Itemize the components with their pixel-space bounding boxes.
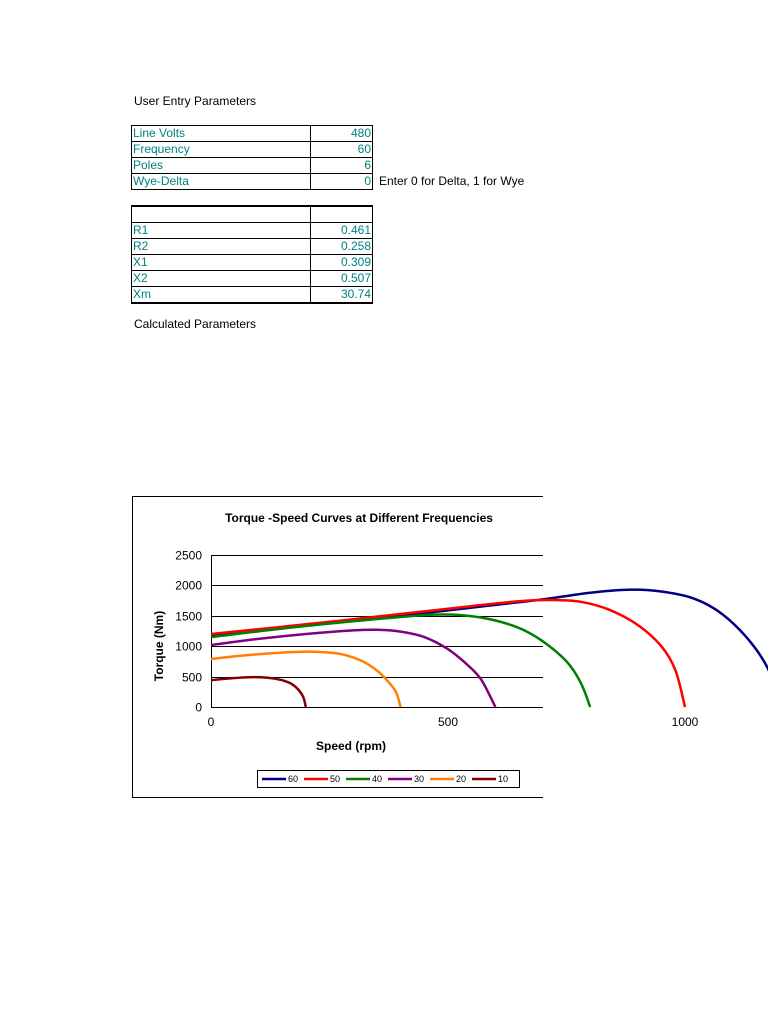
table-row [132,126,373,142]
chart-object[interactable] [132,496,699,799]
param-value[interactable]: 0.507 [311,271,373,287]
table-header-row [132,206,373,223]
x-axis-label: Speed (rpm) [315,739,387,753]
param-value[interactable]: 30.74 [311,287,373,304]
param-value[interactable]: 6 [311,158,373,174]
table-row [132,255,373,271]
wye-delta-note: Enter 0 for Delta, 1 for Wye [379,174,525,188]
y-tick-label: 1000 [175,639,202,654]
param-name[interactable]: X2 [132,271,311,287]
table-row [132,271,373,287]
legend-label: 60 [288,774,299,784]
param-value[interactable]: 480 [311,126,373,142]
entry-params-table [131,125,373,190]
param-name[interactable]: Wye-Delta [132,174,311,190]
x-tick-label: 1000 [671,715,699,729]
param-name[interactable]: Poles [132,158,311,174]
param-name[interactable]: Line Volts [132,126,311,142]
motor-params-table [131,205,373,304]
table-row [132,239,373,255]
y-tick-label: 2500 [175,548,202,563]
torque-speed-chart [132,496,699,799]
chart-title: Torque -Speed Curves at Different Frequencies [225,511,493,525]
y-tick-label: 1500 [175,609,202,624]
table-row [132,287,373,304]
param-name[interactable]: R1 [132,223,311,239]
calc-heading: Calculated Parameters [134,317,257,331]
y-axis-label: Torque (Nm) [152,610,166,682]
param-name[interactable]: Xm [132,287,311,304]
entry-heading: User Entry Parameters [134,94,257,108]
x-tick-label: 500 [437,715,459,729]
param-name[interactable]: X1 [132,255,311,271]
y-tick-label: 500 [181,670,202,685]
param-name[interactable]: R2 [132,239,311,255]
y-tick-label: 0 [195,700,202,715]
legend-label: 10 [498,774,509,784]
series-line-20 [211,652,401,707]
param-value[interactable]: 0.461 [311,223,373,239]
param-value[interactable]: 0 [311,174,373,190]
legend-label: 20 [456,774,467,784]
x-tick-label: 0 [207,715,215,729]
table-row [132,223,373,239]
y-tick-label: 2000 [175,578,202,593]
table-row [132,174,373,190]
param-value[interactable]: 0.258 [311,239,373,255]
param-name[interactable]: Frequency [132,142,311,158]
series-line-30 [211,630,495,707]
param-value[interactable]: 0.309 [311,255,373,271]
param-value[interactable]: 60 [311,142,373,158]
header-cell[interactable] [311,206,373,223]
table-row [132,142,373,158]
header-cell[interactable] [132,206,311,223]
series-line-60 [211,590,768,707]
legend-label: 50 [330,774,341,784]
series-line-10 [211,677,306,707]
legend-label: 40 [372,774,383,784]
legend-label: 30 [414,774,425,784]
table-row [132,158,373,174]
